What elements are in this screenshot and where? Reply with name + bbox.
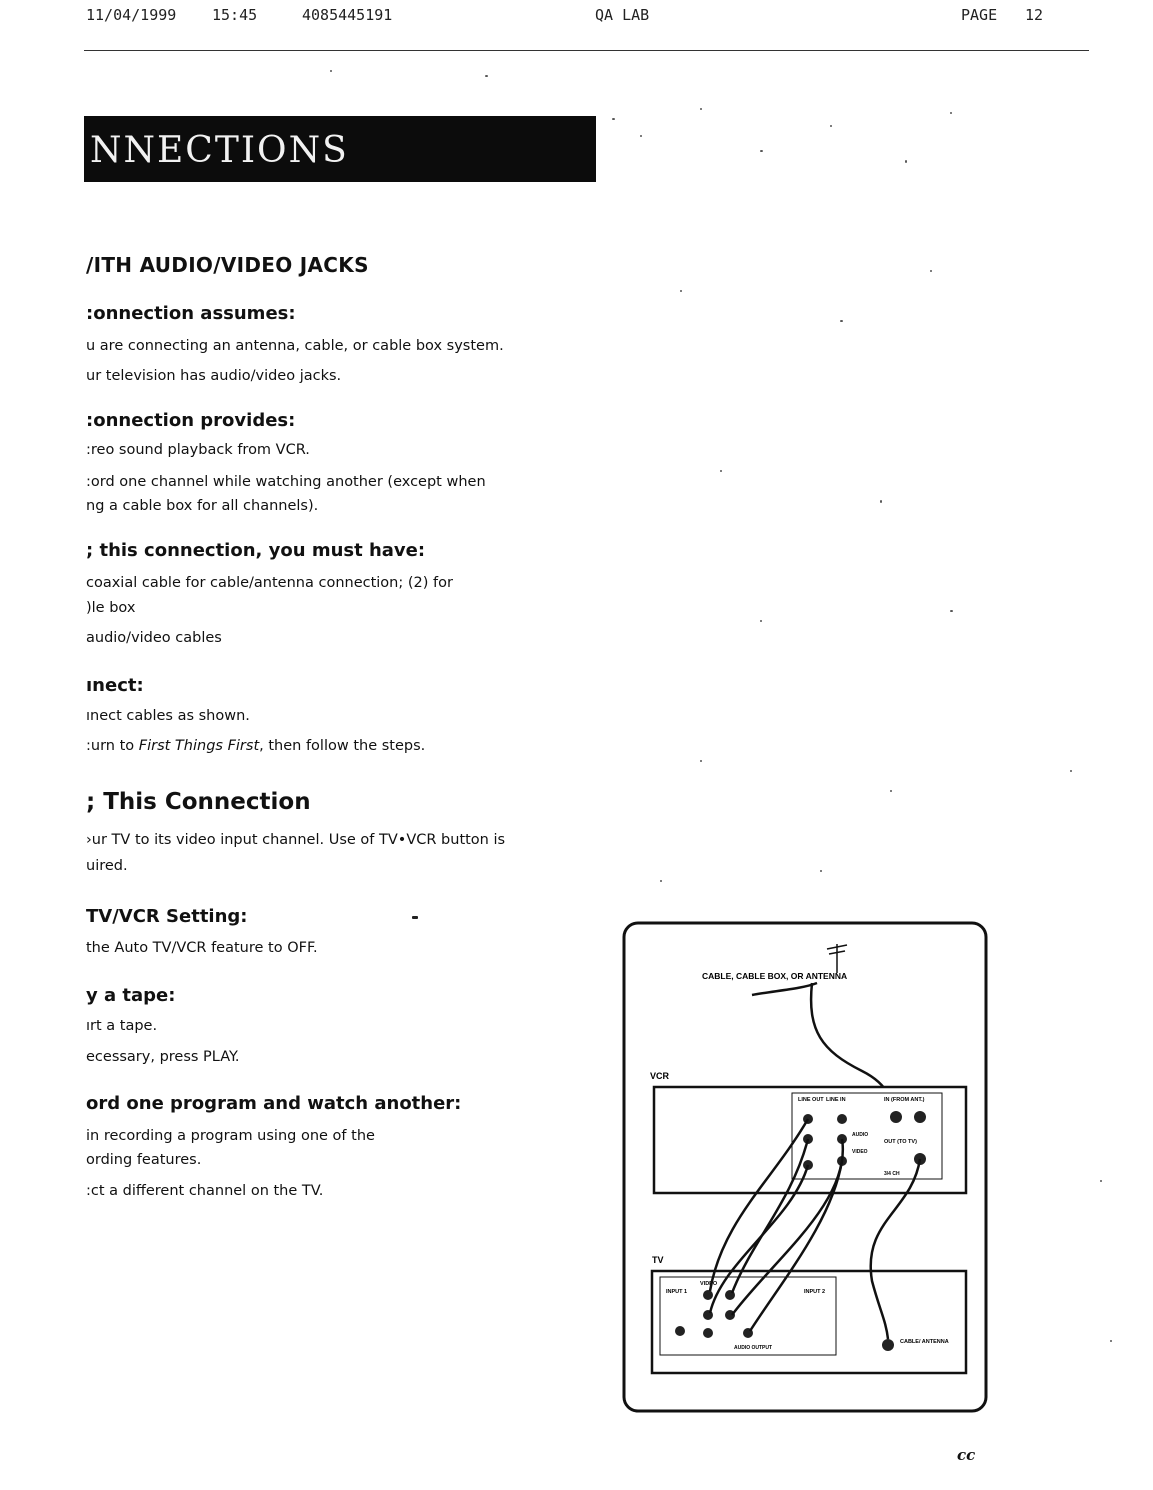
vcr-line-out: LINE OUT <box>798 1097 824 1103</box>
fax-page-label: PAGE <box>961 6 998 24</box>
fax-header <box>0 6 1153 28</box>
connection-diagram <box>622 921 988 1413</box>
must-have-line-2: )le box <box>86 600 136 616</box>
must-have-heading: ; this connection, you must have: <box>86 540 426 561</box>
fax-page-number: 12 <box>1025 6 1044 24</box>
tv-label: TV <box>652 1255 664 1265</box>
vcr-line-in: LINE IN <box>826 1097 846 1103</box>
play-line-2: ecessary, press PLAY. <box>86 1049 240 1065</box>
vcr-video: VIDEO <box>852 1149 868 1155</box>
fax-phone: 4085445191 <box>302 6 393 24</box>
play-heading: y a tape: <box>86 985 176 1006</box>
tv-audio-output: AUDIO OUTPUT <box>734 1345 773 1351</box>
vcr-label: VCR <box>650 1071 670 1081</box>
connect-heading: ınect: <box>86 675 144 696</box>
vcr-in-from-ant: IN (FROM ANT.) <box>884 1097 925 1103</box>
using-line-2: uired. <box>86 858 128 874</box>
record-line-1: in recording a program using one of the <box>86 1128 375 1144</box>
chapter-banner <box>84 116 596 182</box>
provides-line-3: ng a cable box for all channels). <box>86 498 319 514</box>
fax-time: 15:45 <box>212 6 258 24</box>
record-line-3: :ct a different channel on the TV. <box>86 1183 324 1199</box>
provides-line-2: :ord one channel while watching another (except when <box>86 474 486 490</box>
fax-date: 11/04/1999 <box>86 6 177 24</box>
vcr-out-to-tv: OUT (TO TV) <box>884 1139 917 1145</box>
tv-input1: INPUT 1 <box>666 1289 688 1295</box>
using-heading: ; This Connection <box>86 789 311 815</box>
record-heading: ord one program and watch another: <box>86 1093 462 1114</box>
page-mark: cc <box>957 1446 976 1464</box>
using-line-1: ›ur TV to its video input channel. Use of TV•VCR button is <box>86 832 506 848</box>
vcr-ch: 3/4 CH <box>884 1171 900 1177</box>
vcr-audio: AUDIO <box>852 1132 869 1138</box>
provides-heading: :onnection provides: <box>86 410 296 431</box>
antenna-label: CABLE, CABLE BOX, OR ANTENNA <box>702 971 848 981</box>
tvvcr-line: the Auto TV/VCR feature to OFF. <box>86 940 318 956</box>
connect-line-2: :urn to First Things First, then follow the steps. <box>86 738 426 754</box>
tv-input2: INPUT 2 <box>804 1289 826 1295</box>
fax-sender: QA LAB <box>595 6 650 24</box>
tv-video: VIDEO <box>700 1281 718 1287</box>
tv-cable-antenna: CABLE/ ANTENNA <box>900 1339 949 1345</box>
provides-line-1: :reo sound playback from VCR. <box>86 442 310 458</box>
chapter-title: NNECTIONS <box>90 130 349 171</box>
fax-header-rule <box>84 50 1089 51</box>
assumes-line-1: u are connecting an antenna, cable, or cable box system. <box>86 338 504 354</box>
must-have-line-3: audio/video cables <box>86 630 222 646</box>
section-title: /ITH AUDIO/VIDEO JACKS <box>86 253 369 277</box>
first-things-first-ref: First Things First <box>138 738 260 754</box>
assumes-line-2: ur television has audio/video jacks. <box>86 368 342 384</box>
record-line-2: ording features. <box>86 1152 202 1168</box>
play-line-1: ırt a tape. <box>86 1018 158 1034</box>
must-have-line-1: coaxial cable for cable/antenna connection; (2) for <box>86 575 453 591</box>
assumes-heading: :onnection assumes: <box>86 303 296 324</box>
connect-line-1: ınect cables as shown. <box>86 708 250 724</box>
tvvcr-heading: TV/VCR Setting: <box>86 906 248 927</box>
